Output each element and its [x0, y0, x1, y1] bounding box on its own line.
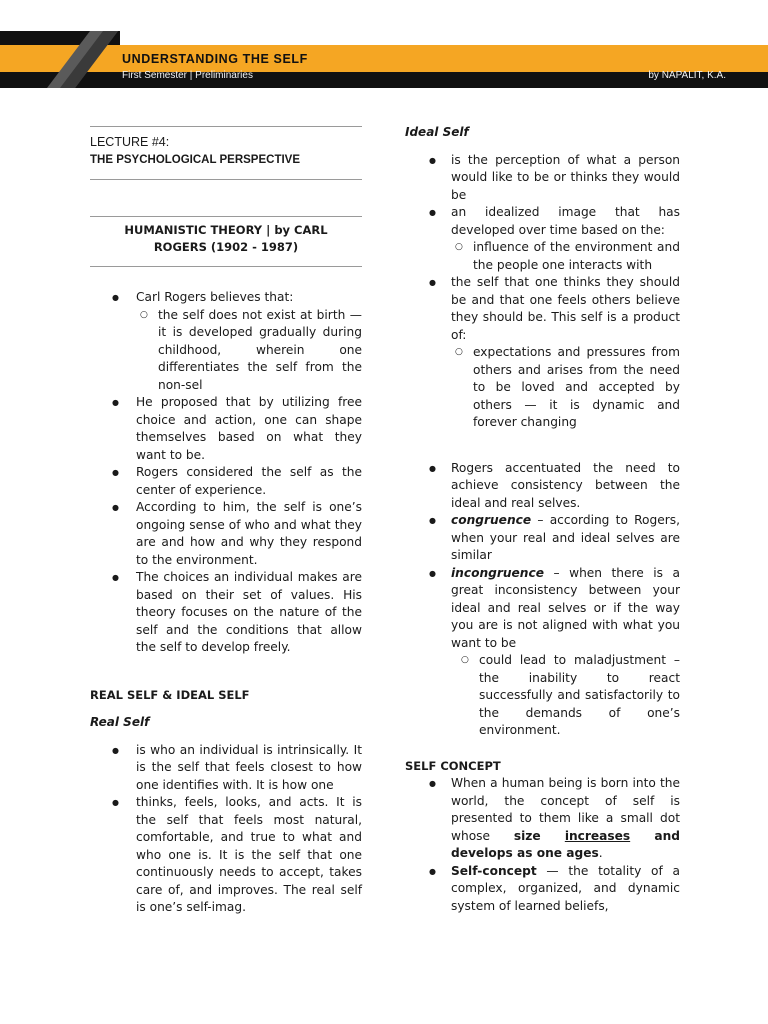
self-concept-definition: — the totality of a complex, organized, and dynamic system of learned beliefs,	[451, 863, 680, 913]
text-run: When a human being is born into the world, the concept of self is presented to them like a small dot whose	[451, 776, 680, 843]
list-item	[405, 775, 680, 863]
ideal-self-heading: Ideal Self	[405, 125, 469, 139]
congruence-term: congruence	[451, 513, 532, 527]
theory-heading	[90, 217, 362, 266]
list-item: ● is who an individual is intrinsically. It is the self that feels closest to how one identifies with. It is how one	[90, 742, 362, 795]
list-item: ● The choices an individual makes are based on their set of values. His theory focuses on the nature of the self and the conditions that allow the self to develop freely.	[90, 569, 362, 657]
congruence-definition: – according to Rogers, when your real and ideal selves are similar	[451, 513, 680, 562]
sub-list	[451, 344, 680, 432]
divider	[90, 126, 362, 127]
self-concept-term: Self-concept	[451, 863, 537, 878]
list-item	[405, 512, 680, 565]
sub-list-item: ○ could lead to maladjustment – the inability to react successfully and satisfactorily to the demands of one’s environment.	[451, 652, 680, 740]
list-item: ● thinks, feels, looks, and acts. It is the self that feels most natural, comfortable, and true to what and who one is. It is the self that one continuously needs to accept, takes care of, and improves. The real self is one’s self-imag.	[90, 794, 362, 917]
sub-list	[451, 652, 680, 740]
list-item: ● He proposed that by utilizing free choice and action, one can shape themselves based on what they want to be.	[90, 394, 362, 464]
sub-list-item: ○ influence of the environment and the people one interacts with	[451, 239, 680, 274]
list-item: ● According to him, the self is one’s ongoing sense of who and what they are and how and why they respond to the environment.	[90, 499, 362, 569]
list-item-text: the self that one thinks they should be and that one feels others believe they should be. This self is a product of:	[451, 275, 680, 342]
text-run-bold-underlined: increases	[564, 828, 631, 843]
rogers-list	[90, 289, 362, 657]
list-item: ● is the perception of what a person would like to be or thinks they would be	[405, 152, 680, 205]
divider	[90, 266, 362, 267]
real-self-heading: Real Self	[90, 715, 150, 729]
header-stripes-decoration	[0, 0, 150, 100]
list-item	[90, 289, 362, 394]
real-self-list	[90, 742, 362, 917]
list-item	[405, 565, 680, 740]
sub-list	[136, 307, 362, 395]
text-run-bold: size	[513, 828, 565, 843]
sub-list-item: ○ the self does not exist at birth — it is developed gradually during childhood, wherein one differentiates the self from the non-sel	[136, 307, 362, 395]
lecture-number: LECTURE #4:	[90, 135, 170, 149]
incongruence-definition: – when there is a great inconsistency between your ideal and real selves or if the way you are is not aligned with what you want to be	[451, 565, 680, 650]
left-column	[90, 126, 362, 917]
list-item	[405, 863, 680, 916]
list-item	[405, 274, 680, 432]
list-item-text: Carl Rogers believes that:	[136, 290, 294, 304]
sub-list-item: ○ expectations and pressures from others and arises from the need to be loved and accepted by others — it is dynamic and forever changing	[451, 344, 680, 432]
self-concept-list	[405, 775, 680, 915]
list-item: ● Rogers accentuated the need to achieve consistency between the ideal and real selves.	[405, 460, 680, 513]
congruence-list	[405, 460, 680, 740]
right-column	[405, 124, 680, 915]
author-label: by NAPALIT, K.A.	[648, 70, 726, 81]
sub-list	[451, 239, 680, 274]
lecture-title: THE PSYCHOLOGICAL PERSPECTIVE	[90, 153, 301, 166]
list-item-text: an idealized image that has developed over time based on the:	[451, 205, 680, 237]
divider	[90, 179, 362, 180]
list-item: ● Rogers considered the self as the center of experience.	[90, 464, 362, 499]
theory-heading-line2: ROGERS (1902 - 1987)	[153, 240, 299, 254]
semester-label: First Semester | Preliminaries	[122, 70, 253, 81]
course-title: UNDERSTANDING THE SELF	[122, 52, 308, 66]
real-ideal-heading: REAL SELF & IDEAL SELF	[90, 687, 250, 702]
text-run: .	[598, 846, 603, 860]
list-item	[405, 204, 680, 274]
text-run-bold: and develops as one ages	[451, 828, 680, 860]
theory-heading-line1: HUMANISTIC THEORY | by CARL	[124, 223, 328, 237]
self-concept-heading: SELF CONCEPT	[405, 758, 501, 773]
ideal-self-list	[405, 152, 680, 432]
incongruence-term: incongruence	[451, 565, 544, 580]
